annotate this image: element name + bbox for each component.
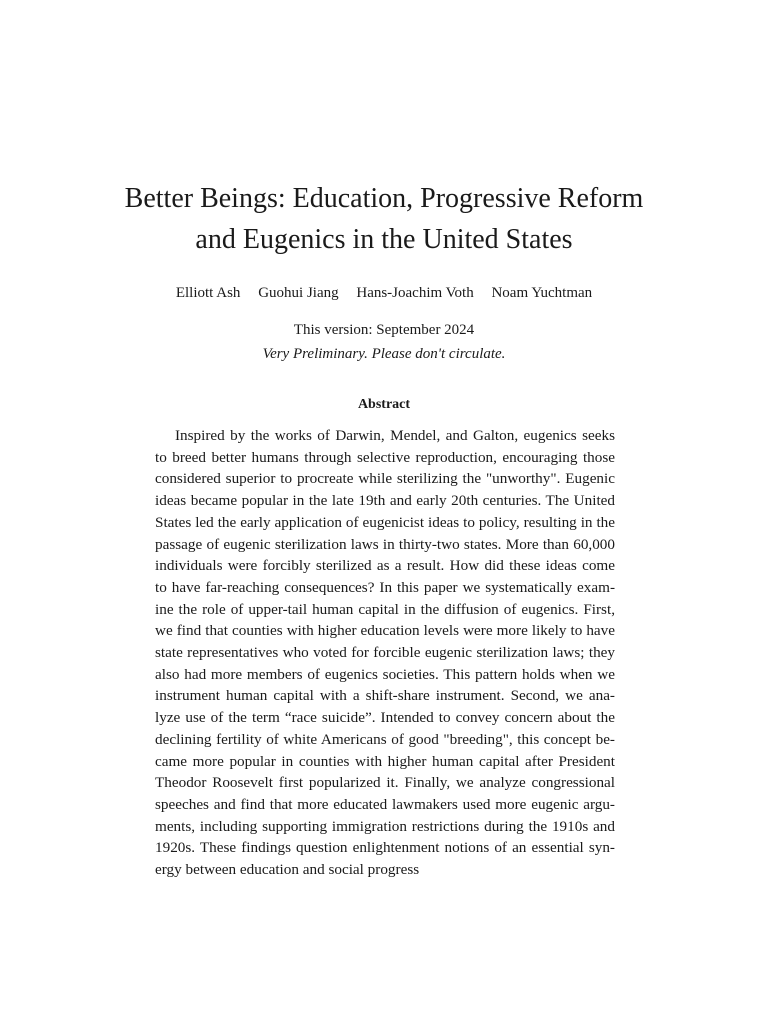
- abstract-line: ideas became popular in the late 19th and early 20th centuries. The United: [155, 492, 615, 510]
- author-name: Noam Yuchtman: [491, 285, 593, 301]
- abstract-line: individuals were forcibly sterilized as a result. How did these ideas come: [155, 557, 615, 575]
- abstract-heading: Abstract: [357, 397, 411, 412]
- abstract-line: considered superior to procreate while sterilizing the "unworthy". Eugenic: [155, 470, 615, 488]
- abstract-line: speeches and find that more educated lawmakers used more eugenic argu-: [155, 795, 615, 813]
- circulation-note: Very Preliminary. Please don't circulate.: [262, 346, 506, 362]
- abstract-line: declining fertility of white Americans of good "breeding", this concept be-: [155, 730, 615, 748]
- abstract-line: we find that counties with higher education levels were more likely to have: [155, 622, 615, 640]
- paper-title: [60, 178, 708, 260]
- author-name: Guohui Jiang: [258, 285, 339, 301]
- abstract-line: States led the early application of eugenicist ideas to policy, resulting in the: [155, 513, 615, 531]
- author-name: Hans-Joachim Voth: [356, 285, 474, 301]
- abstract-line: Inspired by the works of Darwin, Mendel, and Galton, eugenics seeks: [175, 427, 615, 444]
- abstract-line: ine the role of upper-tail human capital in the diffusion of eugenics. First,: [155, 600, 615, 618]
- abstract-line: passage of eugenic sterilization laws in thirty-two states. More than 60,000: [155, 535, 615, 553]
- author-name: Elliott Ash: [175, 285, 241, 301]
- version-line: This version: September 2024: [293, 322, 475, 338]
- abstract-line: instrument human capital with a shift-share instrument. Second, we ana-: [155, 687, 615, 705]
- title-line-1: Better Beings: Education, Progressive Reform: [124, 183, 644, 214]
- author-list: [60, 283, 708, 303]
- abstract-line: to have far-reaching consequences? In this paper we systematically exam-: [155, 578, 615, 596]
- abstract-line: ergy between education and social progress: [155, 861, 420, 879]
- abstract-line: ments, including supporting immigration restrictions during the 1910s and: [155, 817, 615, 835]
- abstract-line: to breed better humans through selective reproduction, encouraging those: [155, 448, 615, 466]
- title-line-2: and Eugenics in the United States: [195, 224, 573, 255]
- abstract-line: Theodor Roosevelt first popularized it. Finally, we analyze congressional: [155, 774, 615, 792]
- abstract-line: state representatives who voted for forcible eugenic sterilization laws; they: [155, 644, 615, 662]
- abstract-line: came more popular in counties with higher human capital after President: [155, 752, 615, 770]
- abstract-line: also had more members of eugenics societies. This pattern holds when we: [155, 665, 615, 683]
- abstract-line: lyze use of the term “race suicide”. Intended to convey concern about the: [155, 709, 615, 727]
- abstract-body: [155, 425, 615, 881]
- abstract-line: 1920s. These findings question enlightenment notions of an essential syn-: [155, 839, 615, 857]
